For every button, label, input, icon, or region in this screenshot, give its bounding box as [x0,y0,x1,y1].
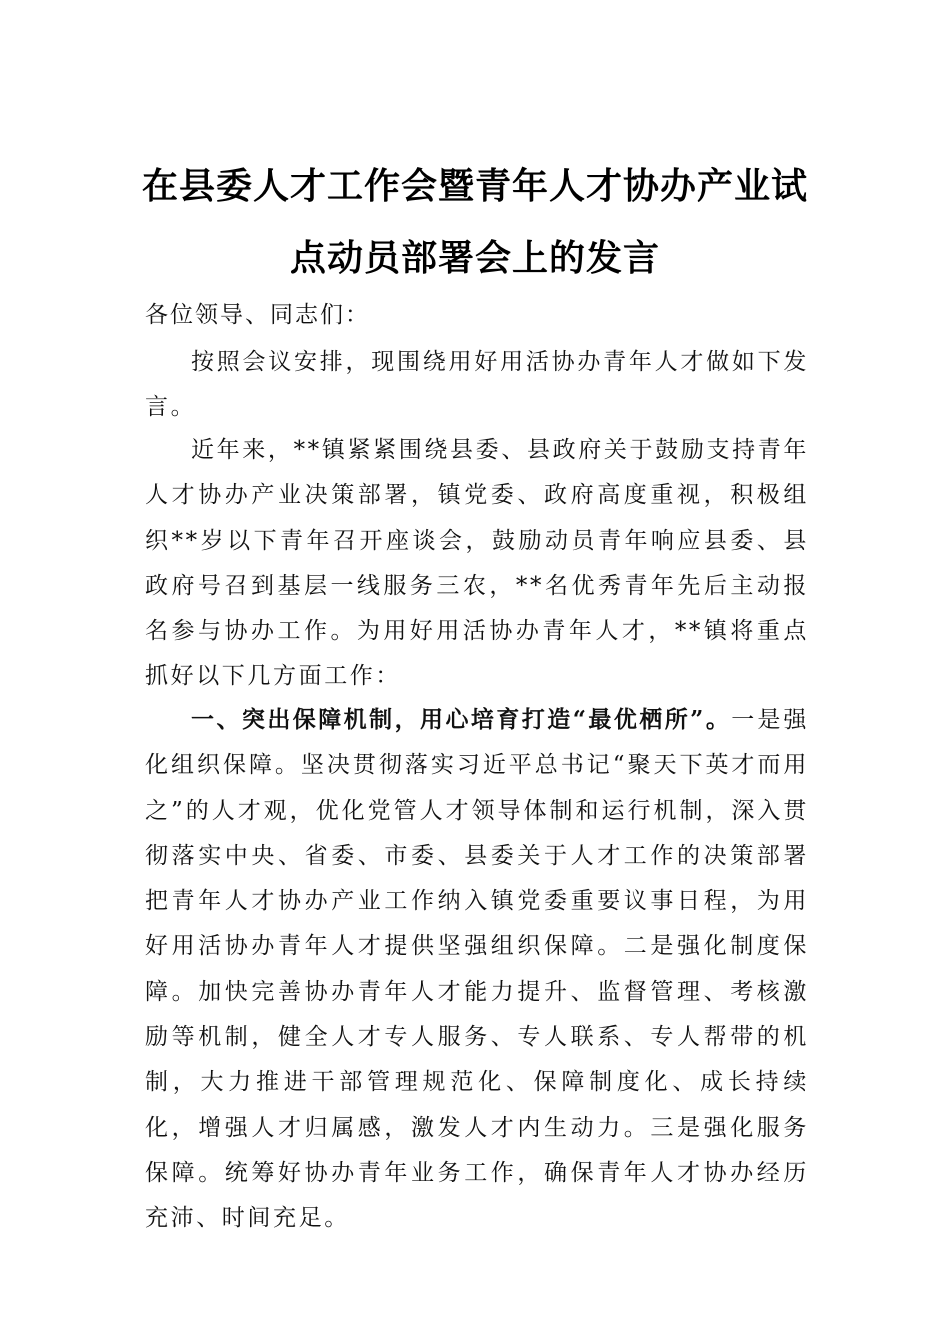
section-one-heading: 一、突出保障机制，用心培育打造“最优栖所”。 [191,706,732,733]
paragraph-section-one [145,697,809,1242]
document-title-line-2: 点动员部署会上的发言 [289,237,660,279]
salutation: 各位领导、同志们： [145,302,370,328]
section-one-body: 一是强化组织保障。坚决贯彻落实习近平总书记“聚天下英才而用之”的人才观，优化党管人才领导体制和运行机制，深入贯彻落实中央、省委、市委、县委关于人才工作的决策部署把青年人才协办产业工作纳入镇党委重要议事日程，为用好用活协办青年人才提供坚强组织保障。二是强化制度保障。加快完善协办青年人才能力提升、监督管理、考核激励等机制，健全人才专人服务、专人联系、专人帮带的机制，大力推进干部管理规范化、保障制度化、成长持续化，增强人才归属感，激发人才内生动力。三是强化服务保障。统筹好协办青年业务工作，确保青年人才协办经历充沛、时间充足。 [145,707,809,1232]
paragraph-background: 近年来，**镇紧紧围绕县委、县政府关于鼓励支持青年人才协办产业决策部署，镇党委、政府高度重视，积极组织**岁以下青年召开座谈会，鼓励动员青年响应县委、县政府号召到基层一线服务三农，**名优秀青年先后主动报名参与协办工作。为用好用活协办青年人才，**镇将重点抓好以下几方面工作： [145,437,809,690]
document-title-line-1: 在县委人才工作会暨青年人才协办产业试 [141,165,808,207]
paragraph-intro: 按照会议安排，现围绕用好用活协办青年人才做如下发言。 [145,349,809,421]
